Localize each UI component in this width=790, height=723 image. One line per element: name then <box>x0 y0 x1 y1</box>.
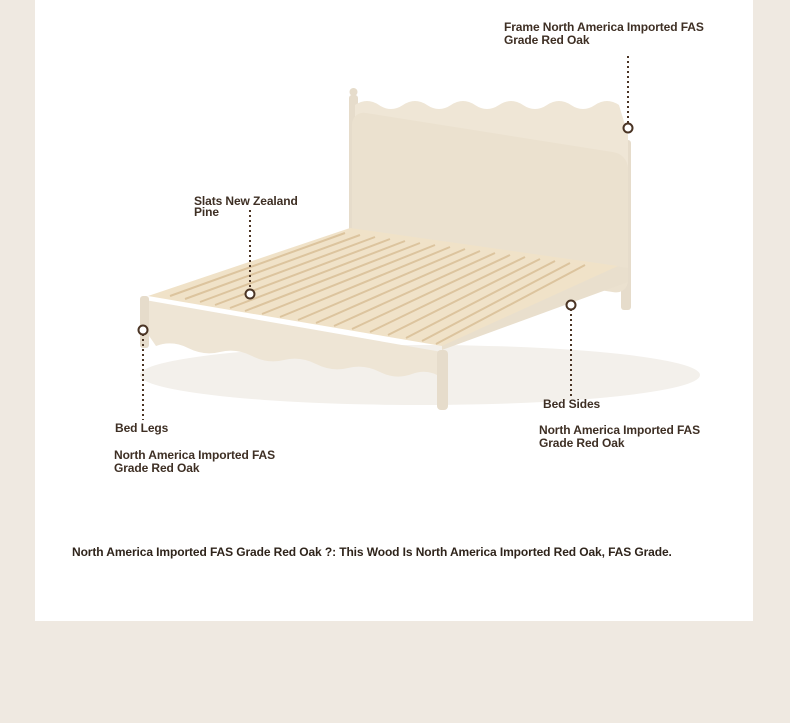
callout-slats <box>194 196 298 218</box>
marker-frame <box>624 124 633 133</box>
marker-legs <box>139 326 148 335</box>
material-footnote: North America Imported FAS Grade Red Oak ?: This Wood Is North America Imported Red Oak, FAS Grade. <box>72 545 672 559</box>
callout-legs-title: Bed Legs <box>115 421 169 435</box>
leg-front-left <box>140 296 149 348</box>
callout-slats-line1: Slats New Zealand <box>194 194 298 208</box>
marker-slats <box>246 290 255 299</box>
leg-front-right <box>437 350 448 410</box>
callout-sides-title: Bed Sides <box>543 397 601 411</box>
callout-sides-line2: Grade Red Oak <box>539 436 625 450</box>
callout-legs-line2: Grade Red Oak <box>114 461 200 475</box>
callout-sides-line1: North America Imported FAS <box>539 423 700 437</box>
callout-legs <box>114 449 275 475</box>
callout-sides <box>539 424 700 450</box>
callout-slats-line2: Pine <box>194 205 219 219</box>
callout-frame-line1: Frame North America Imported FAS <box>504 20 704 34</box>
marker-sides <box>567 301 576 310</box>
callout-frame <box>504 21 704 47</box>
callout-legs-line1: North America Imported FAS <box>114 448 275 462</box>
callout-frame-line2: Grade Red Oak <box>504 33 590 47</box>
